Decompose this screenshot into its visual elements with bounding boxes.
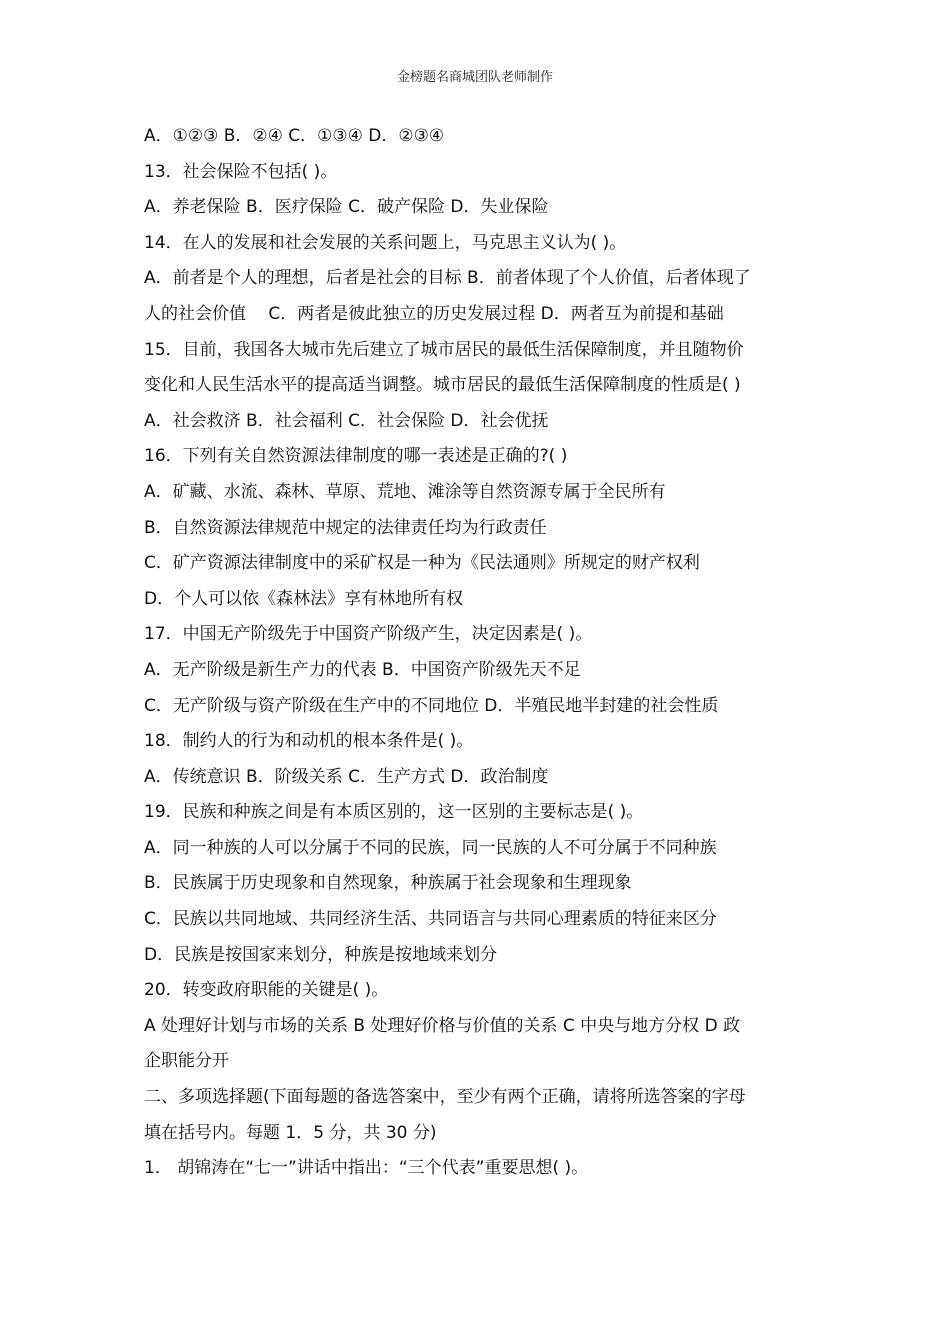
text-line: A．无产阶级是新生产力的代表 B．中国资产阶级先天不足: [144, 659, 581, 680]
text-line: A．社会救济 B．社会福利 C．社会保险 D．社会优抚: [144, 410, 549, 431]
text-line: B．自然资源法律规范中规定的法律责任均为行政责任: [144, 517, 547, 538]
text-line: 变化和人民生活水平的提高适当调整。城市居民的最低生活保障制度的性质是( ): [144, 375, 741, 396]
text-line: A．同一种族的人可以分属于不同的民族，同一民族的人不可分属于不同种族: [144, 837, 717, 858]
text-line: 二、多项选择题(下面每题的备选答案中，至少有两个正确，请将所选答案的字母: [144, 1087, 746, 1108]
text-line: B．民族属于历史现象和自然现象，种族属于社会现象和生理现象: [144, 873, 632, 894]
text-line: C．民族以共同地域、共同经济生活、共同语言与共同心理素质的特征来区分: [144, 909, 717, 930]
text-line: 企职能分开: [144, 1051, 229, 1072]
text-line: 18．制约人的行为和动机的根本条件是( )。: [144, 731, 474, 752]
page-header: 金榜题名商城团队老师制作: [396, 70, 553, 85]
text-line: 15．目前，我国各大城市先后建立了城市居民的最低生活保障制度，并且随物价: [144, 339, 744, 360]
document-body: [144, 119, 810, 1187]
text-line: 14．在人的发展和社会发展的关系问题上，马克思主义认为( )。: [144, 232, 627, 253]
text-line: C．无产阶级与资产阶级在生产中的不同地位 D．半殖民地半封建的社会性质: [144, 695, 719, 716]
text-line: 16．下列有关自然资源法律制度的哪一表述是正确的?( ): [144, 446, 568, 467]
text-line: 19．民族和种族之间是有本质区别的，这一区别的主要标志是( )。: [144, 802, 644, 823]
text-line: C．矿产资源法律制度中的采矿权是一种为《民法通则》所规定的财产权利: [144, 553, 700, 574]
text-line: 20．转变政府职能的关键是( )。: [144, 980, 389, 1001]
text-line: 填在括号内。每题 1．5 分，共 30 分): [144, 1122, 437, 1143]
text-line: A．养老保险 B．医疗保险 C．破产保险 D．失业保险: [144, 197, 549, 218]
text-line: A．①②③ B．②④ C．①③④ D．②③④: [144, 126, 445, 146]
text-line: A．前者是个人的理想，后者是社会的目标 B．前者体现了个人价值，后者体现了: [144, 268, 751, 289]
text-line: 17．中国无产阶级先于中国资产阶级产生，决定因素是( )。: [144, 624, 593, 645]
text-line: 人的社会价值 C．两者是彼此独立的历史发展过程 D．两者互为前提和基础: [144, 303, 724, 324]
text-line: A．传统意识 B．阶级关系 C．生产方式 D．政治制度: [144, 766, 549, 787]
text-line: A 处理好计划与市场的关系 B 处理好价格与价值的关系 C 中央与地方分权 D 政: [144, 1015, 741, 1036]
text-line: A．矿藏、水流、森林、草原、荒地、滩涂等自然资源专属于全民所有: [144, 481, 666, 502]
text-line: 1． 胡锦涛在“七一”讲话中指出：“三个代表”重要思想( )。: [144, 1158, 589, 1179]
text-line: D．个人可以依《森林法》享有林地所有权: [144, 588, 464, 609]
text-line: D．民族是按国家来划分，种族是按地域来划分: [144, 944, 498, 965]
text-line: 13．社会保险不包括( )。: [144, 161, 338, 182]
